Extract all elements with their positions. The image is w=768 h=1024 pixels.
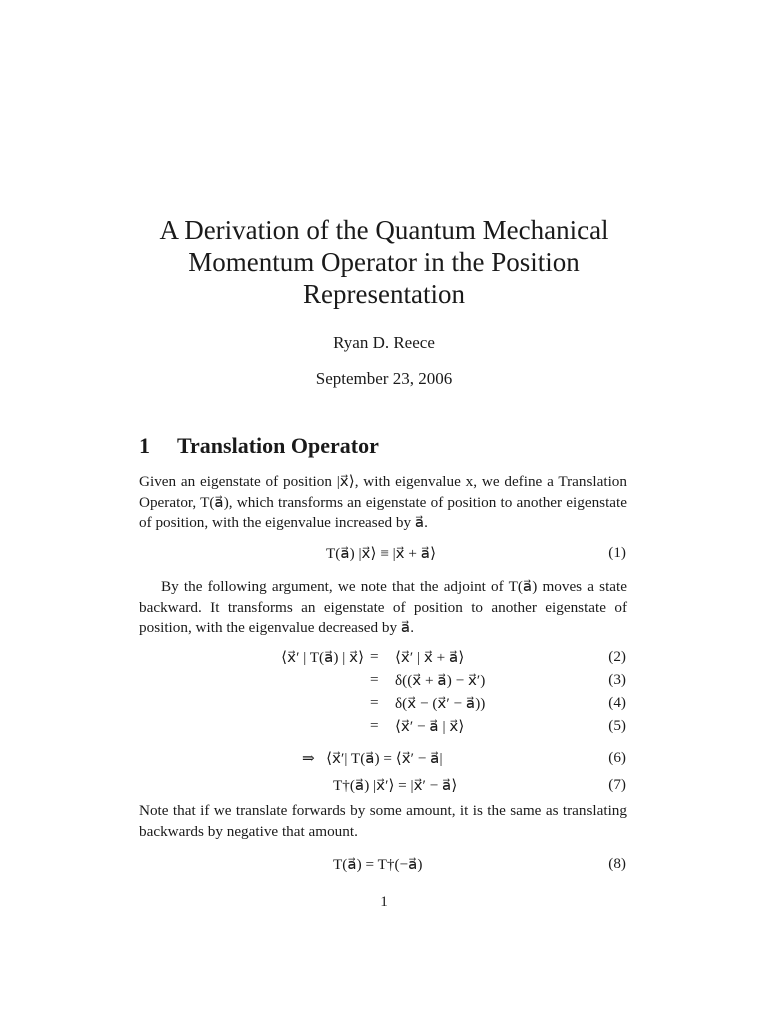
title-line-2: Momentum Operator in the Position — [188, 247, 580, 277]
equation-3-rel: = — [370, 671, 379, 688]
author: Ryan D. Reece — [333, 333, 435, 352]
equation-row-3 — [0, 671, 768, 691]
equation-8: T(a⃗) = T†(−a⃗) — [333, 856, 423, 873]
equation-1: T(a⃗) |x⃗⟩ ≡ |x⃗ + a⃗⟩ — [326, 545, 437, 562]
equation-4-rel: = — [370, 694, 379, 711]
equation-3-rhs: δ((x⃗ + a⃗) − x⃗′) — [395, 672, 486, 689]
paragraph-1: Given an eigenstate of position |x⃗⟩, with eigenvalue x, we define a Translation Operator, T(a⃗), which transforms an eigenstate of position to another eigenstate of position, with the eigenvalue increased by a⃗. — [139, 473, 627, 531]
equation-row-5 — [0, 717, 768, 737]
equation-8-number: (8) — [608, 855, 626, 872]
equation-row-2 — [0, 648, 768, 668]
equation-3-number: (3) — [608, 671, 626, 688]
paragraph-3: Note that if we translate forwards by some amount, it is the same as translating backwards by negative that amount. — [139, 802, 627, 840]
equation-2-rhs: ⟨x⃗′ | x⃗ + a⃗⟩ — [395, 649, 465, 666]
equation-6: ⇒ ⟨x⃗′| T(a⃗) = ⟨x⃗′ − a⃗| — [302, 750, 443, 767]
equation-1-number: (1) — [608, 544, 626, 561]
title-line-1: A Derivation of the Quantum Mechanical — [159, 215, 609, 245]
equation-6-number: (6) — [608, 749, 626, 766]
equation-4-number: (4) — [608, 694, 626, 711]
section-number: 1 — [139, 433, 150, 458]
equation-row-4 — [0, 694, 768, 714]
equation-7-number: (7) — [608, 776, 626, 793]
paper-title — [0, 214, 768, 310]
equation-5-rel: = — [370, 717, 379, 734]
equation-2-number: (2) — [608, 648, 626, 665]
paragraph-2: By the following argument, we note that the adjoint of T(a⃗) moves a state backward. It transforms an eigenstate of position to another eigenstate of position, with the eigenvalue decreased by a⃗. — [139, 578, 627, 636]
equation-5-number: (5) — [608, 717, 626, 734]
title-line-3: Representation — [303, 279, 465, 309]
equation-5-rhs: ⟨x⃗′ − a⃗ | x⃗⟩ — [395, 718, 465, 735]
equation-2-lhs: ⟨x⃗′ | T(a⃗) | x⃗⟩ — [281, 649, 364, 666]
equation-2-rel: = — [370, 648, 379, 665]
date: September 23, 2006 — [315, 369, 453, 388]
equation-4-rhs: δ(x⃗ − (x⃗′ − a⃗)) — [395, 695, 486, 712]
section-heading — [139, 433, 379, 459]
page-number: 1 — [380, 893, 388, 910]
equation-7: T†(a⃗) |x⃗′⟩ = |x⃗′ − a⃗⟩ — [333, 777, 458, 794]
section-title: Translation Operator — [177, 433, 379, 458]
